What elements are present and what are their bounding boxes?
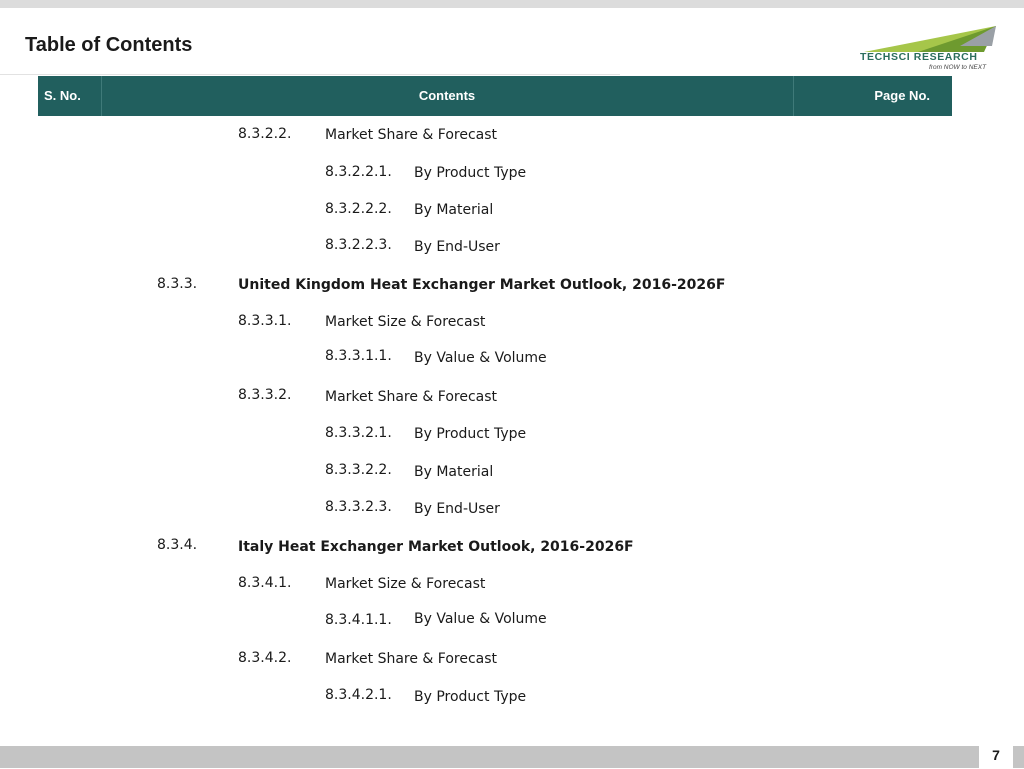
toc-entry-title: By Material [414,202,494,218]
page-number: 7 [979,741,1013,768]
header-contents: Contents [418,88,476,103]
toc-entry-title: By Material [414,464,494,480]
header-page-no: Page No. [874,88,930,103]
toc-entry-number: 8.3.3.1. [238,313,292,329]
toc-entry-number: 8.3.4. [157,537,198,553]
toc-entry-number: 8.3.2.2.2. [325,201,392,217]
toc-entry-number: 8.3.2.2. [238,126,292,142]
toc-entry-title: Italy Heat Exchanger Market Outlook, 2016-2026F [238,539,634,555]
toc-entry-title: By Value & Volume [414,611,547,627]
toc-entry-number: 8.3.4.1. [238,575,292,591]
toc-entry-number: 8.3.2.2.3. [325,237,392,253]
toc-entry-number: 8.3.3.2.3. [325,499,392,515]
toc-entry-title: By End-User [414,501,500,517]
toc-entry-title: Market Share & Forecast [325,651,498,667]
header-sno: S. No. [44,88,81,103]
toc-entry-title: Market Share & Forecast [325,127,498,143]
toc-entry-title: By Value & Volume [414,350,547,366]
toc-entry-number: 8.3.4.1.1. [325,612,392,628]
toc-entry-title: Market Size & Forecast [325,576,486,592]
logo-tagline: from NOW to NEXT [929,64,987,71]
toc-entry-title: Market Size & Forecast [325,314,486,330]
toc-entry-title: By Product Type [414,165,527,181]
toc-entry-number: 8.3.3.1.1. [325,348,392,364]
logo-wordmark: TECHSCI RESEARCH [860,51,978,63]
footer-bar [0,746,1024,768]
toc-entry-title: United Kingdom Heat Exchanger Market Outlook, 2016-2026F [238,277,726,293]
toc-entry-number: 8.3.4.2. [238,650,292,666]
toc-entry-title: Market Share & Forecast [325,389,498,405]
toc-entry-title: By Product Type [414,426,527,442]
toc-entry-number: 8.3.4.2.1. [325,687,392,703]
toc-entry-number: 8.3.3.2.2. [325,462,392,478]
toc-entry-number: 8.3.3. [157,276,198,292]
toc-entry-title: By Product Type [414,689,527,705]
toc-entry-title: By End-User [414,239,500,255]
toc-entry-number: 8.3.2.2.1. [325,164,392,180]
toc-entry-number: 8.3.3.2.1. [325,425,392,441]
toc-entry-number: 8.3.3.2. [238,387,292,403]
page-title: Table of Contents [25,34,193,56]
